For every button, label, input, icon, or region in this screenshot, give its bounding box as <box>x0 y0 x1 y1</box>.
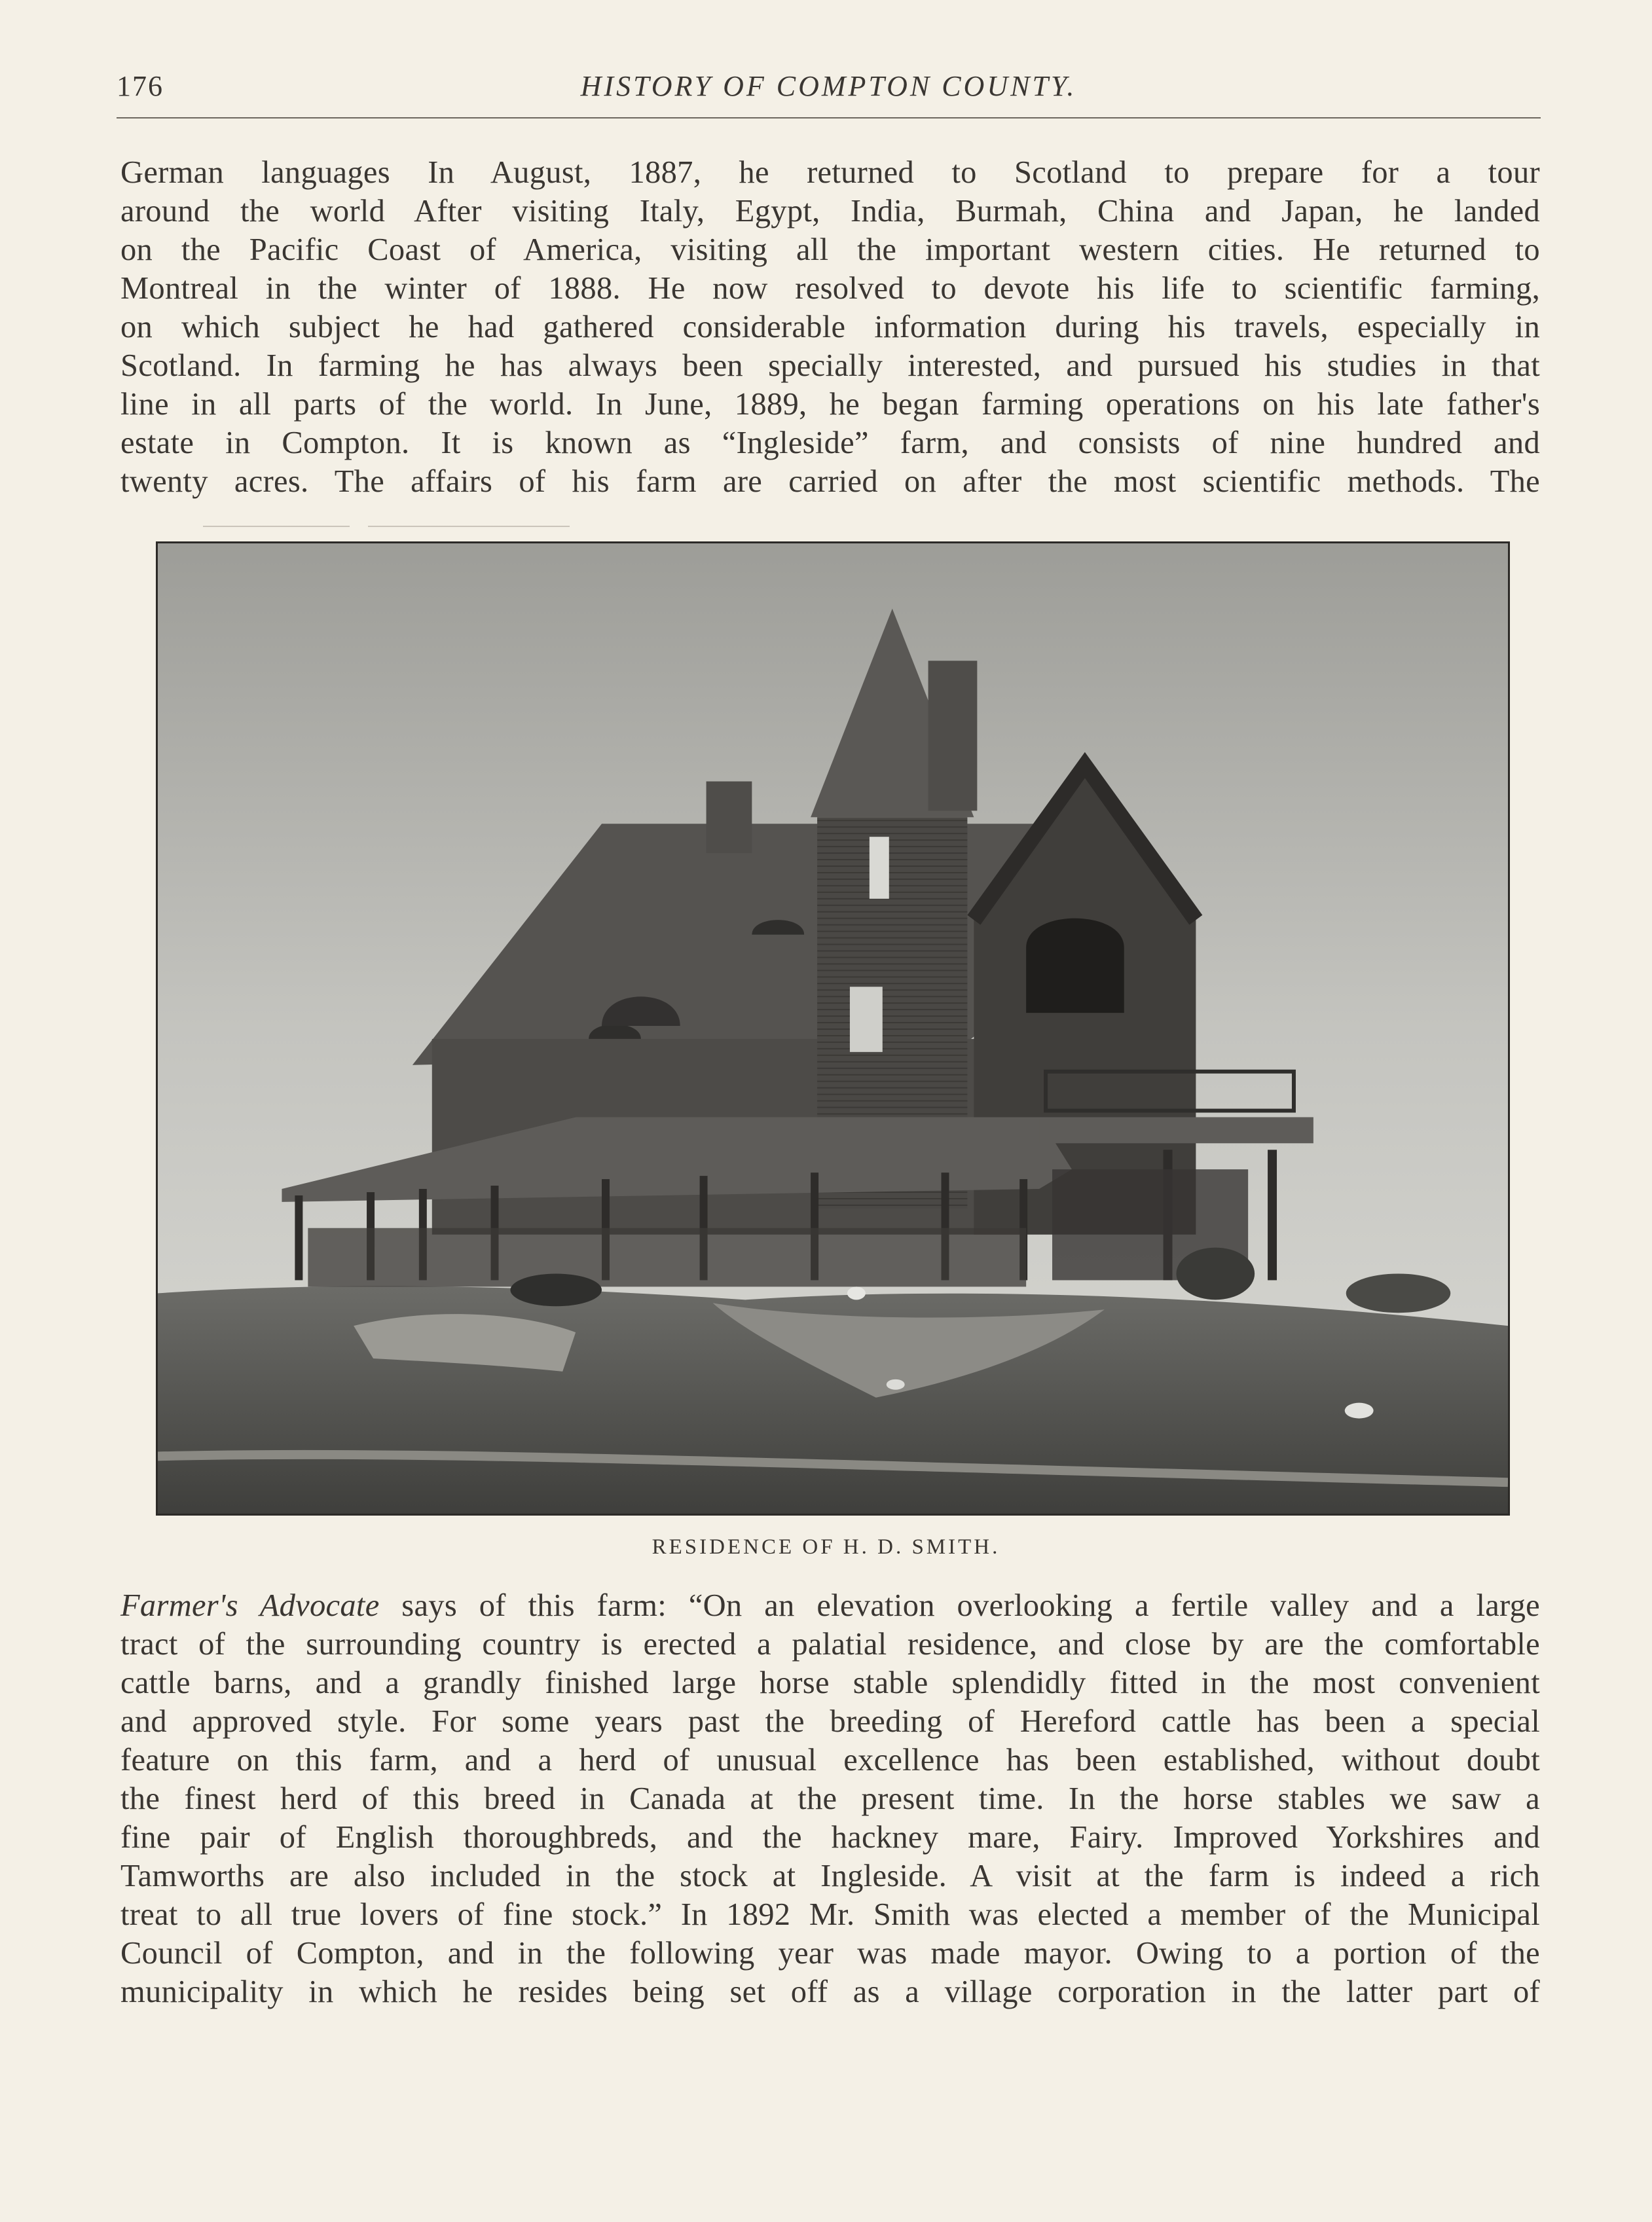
running-title: HISTORY OF COMPTON COUNTY. <box>580 70 1077 102</box>
text-line: municipality in which he resides being set off as a village corporation in the latter part of <box>120 1975 1540 2009</box>
page-number: 176 <box>117 70 164 102</box>
text-line: twenty acres. The affairs of his farm are carried on after the most scientific methods. The <box>120 464 1540 499</box>
text-line: on the Pacific Coast of America, visiting all the important western cities. He returned to <box>120 232 1540 267</box>
publication-title: Farmer's Advocate <box>120 1588 380 1623</box>
residence-photograph <box>156 541 1510 1516</box>
bottom-paragraph <box>120 1586 1540 2011</box>
page-header <box>117 65 1541 111</box>
text-line: Montreal in the winter of 1888. He now resolved to devote his life to scientific farming, <box>120 271 1540 306</box>
text-line: and approved style. For some years past the breeding of Hereford cattle has been a special <box>120 1704 1540 1739</box>
text-line: German languages In August, 1887, he returned to Scotland to prepare for a tour <box>120 155 1540 190</box>
text-line-rest: says of this farm: “On an elevation overlooking a fertile valley and a large <box>379 1588 1540 1623</box>
text-line: line in all parts of the world. In June, 1889, he began farming operations on his late father's <box>120 387 1540 422</box>
text-line: on which subject he had gathered considerable information during his travels, especially in <box>120 310 1540 344</box>
text-line: fine pair of English thoroughbreds, and the hackney mare, Fairy. Improved Yorkshires and <box>120 1820 1540 1855</box>
text-line: treat to all true lovers of fine stock.” In 1892 Mr. Smith was elected a member of the Municipal <box>120 1897 1540 1932</box>
text-line: Scotland. In farming he has always been specially interested, and pursued his studies in that <box>120 348 1540 383</box>
photo-caption: RESIDENCE OF H. D. SMITH. <box>652 1535 1000 1559</box>
text-line: the finest herd of this breed in Canada at the present time. In the horse stables we saw a <box>120 1781 1540 1816</box>
text-line: Council of Compton, and in the following year was made mayor. Owing to a portion of the <box>120 1936 1540 1971</box>
text-line: cattle barns, and a grandly finished large horse stable splendidly fitted in the most convenient <box>120 1666 1540 1700</box>
text-line: tract of the surrounding country is erected a palatial residence, and close by are the comfortable <box>120 1627 1540 1662</box>
text-line: estate in Compton. It is known as “Ingleside” farm, and consists of nine hundred and <box>120 426 1540 460</box>
text-line: around the world After visiting Italy, Egypt, India, Burmah, China and Japan, he landed <box>120 194 1540 228</box>
text-line: feature on this farm, and a herd of unusual excellence has been established, without doubt <box>120 1743 1540 1777</box>
top-paragraph <box>120 153 1540 501</box>
house-illustration <box>158 543 1508 1514</box>
text-line: Tamworths are also included in the stock at Ingleside. A visit at the farm is indeed a rich <box>120 1859 1540 1893</box>
text-line <box>120 1586 1540 1625</box>
decorative-rule <box>203 526 570 527</box>
header-rule <box>117 117 1541 118</box>
